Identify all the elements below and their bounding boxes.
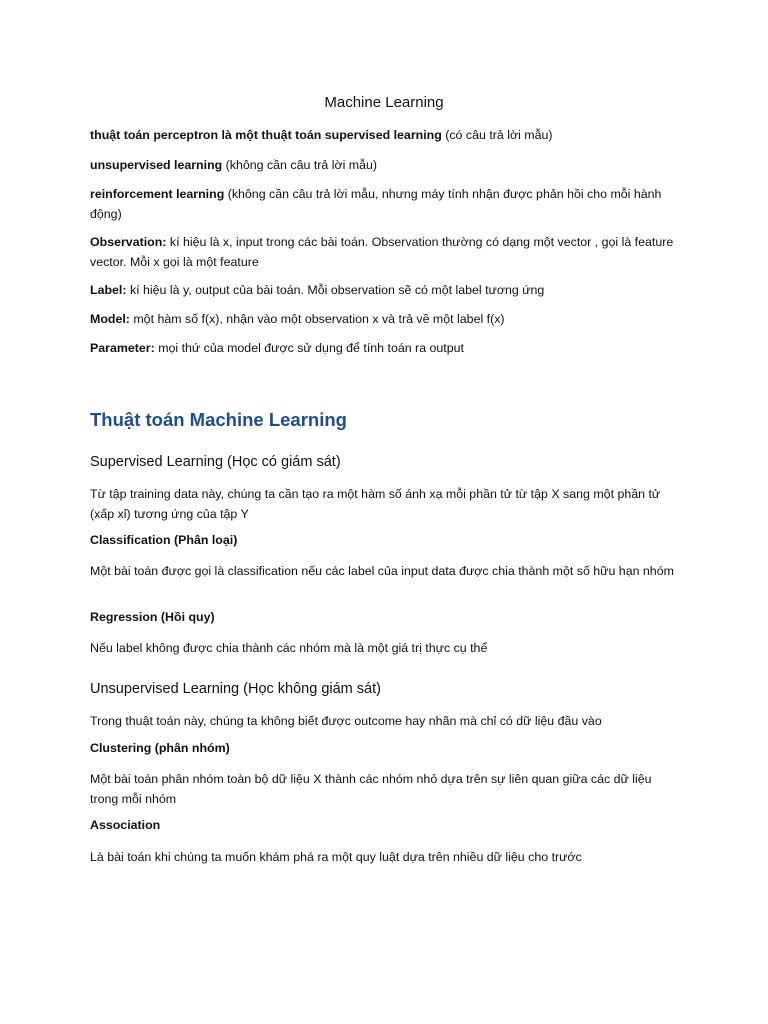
document-title: Machine Learning: [324, 94, 444, 111]
classification-title: Classification (Phân loại): [90, 533, 238, 547]
unsupervised-heading: Unsupervised Learning (Học không giám sát): [90, 681, 381, 697]
intro-reinforcement-rest: (không cần câu trả lời mẫu, nhưng máy tính nhận được phản hồi cho mỗi hành động): [90, 187, 662, 221]
intro-reinforcement-lead: reinforcement learning: [90, 187, 225, 201]
classification-text: Một bài toán được gọi là classification nếu các label của input data được chia thành một số hữu hạn nhóm: [90, 564, 674, 578]
term-parameter-text: mọi thứ của model được sử dụng để tính toán ra output: [154, 341, 464, 355]
section-heading: Thuật toán Machine Learning: [90, 409, 347, 430]
intro-unsupervised-rest: (không cần câu trả lời mẫu): [222, 158, 378, 172]
supervised-heading: Supervised Learning (Học có giám sát): [90, 454, 341, 470]
intro-unsupervised: [90, 155, 680, 175]
association-title: Association: [90, 818, 161, 832]
term-model: [90, 309, 680, 329]
intro-perceptron: [90, 125, 680, 145]
regression-title: Regression (Hồi quy): [90, 610, 215, 624]
regression-text: Nếu label không được chia thành các nhóm mà là một giá trị thực cụ thể: [90, 641, 488, 655]
term-parameter-label: Parameter:: [90, 341, 155, 355]
supervised-intro: Từ tập training data này, chúng ta cần tạo ra một hàm số ánh xạ mỗi phần tử từ tập X sang một phần tử (xấp xỉ) tương ứng của tập Y: [90, 487, 661, 521]
intro-perceptron-lead: thuật toán perceptron là một thuật toán supervised learning: [90, 128, 442, 142]
term-observation-text: kí hiệu là x, input trong các bài toán. Observation thường có dạng một vector , gọi là feature vector. Mỗi x gọi là một feature: [90, 235, 674, 269]
term-label-label: Label:: [90, 283, 127, 297]
term-model-label: Model:: [90, 312, 130, 326]
intro-perceptron-rest: (có câu trả lời mẫu): [441, 128, 553, 142]
term-label: [90, 280, 680, 300]
term-model-text: một hàm số f(x), nhận vào một observation x và trả về một label f(x): [129, 312, 505, 326]
intro-reinforcement: [90, 184, 680, 224]
intro-unsupervised-lead: unsupervised learning: [90, 158, 223, 172]
association-text: Là bài toán khi chúng ta muốn khám phá ra một quy luật dựa trên nhiều dữ liệu cho trước: [90, 850, 582, 864]
clustering-title: Clustering (phân nhóm): [90, 741, 230, 755]
term-observation: [90, 232, 680, 272]
clustering-text: Một bài toán phân nhóm toàn bộ dữ liệu X thành các nhóm nhỏ dựa trên sự liên quan giữa các dữ liệu trong mỗi nhóm: [90, 772, 652, 806]
term-observation-label: Observation:: [90, 235, 167, 249]
term-label-text: kí hiệu là y, output của bài toán. Mỗi observation sẽ có một label tương ứng: [126, 283, 545, 297]
unsupervised-intro: Trong thuật toán này, chúng ta không biết được outcome hay nhãn mà chỉ có dữ liệu đầu vào: [90, 714, 602, 728]
term-parameter: [90, 338, 680, 358]
